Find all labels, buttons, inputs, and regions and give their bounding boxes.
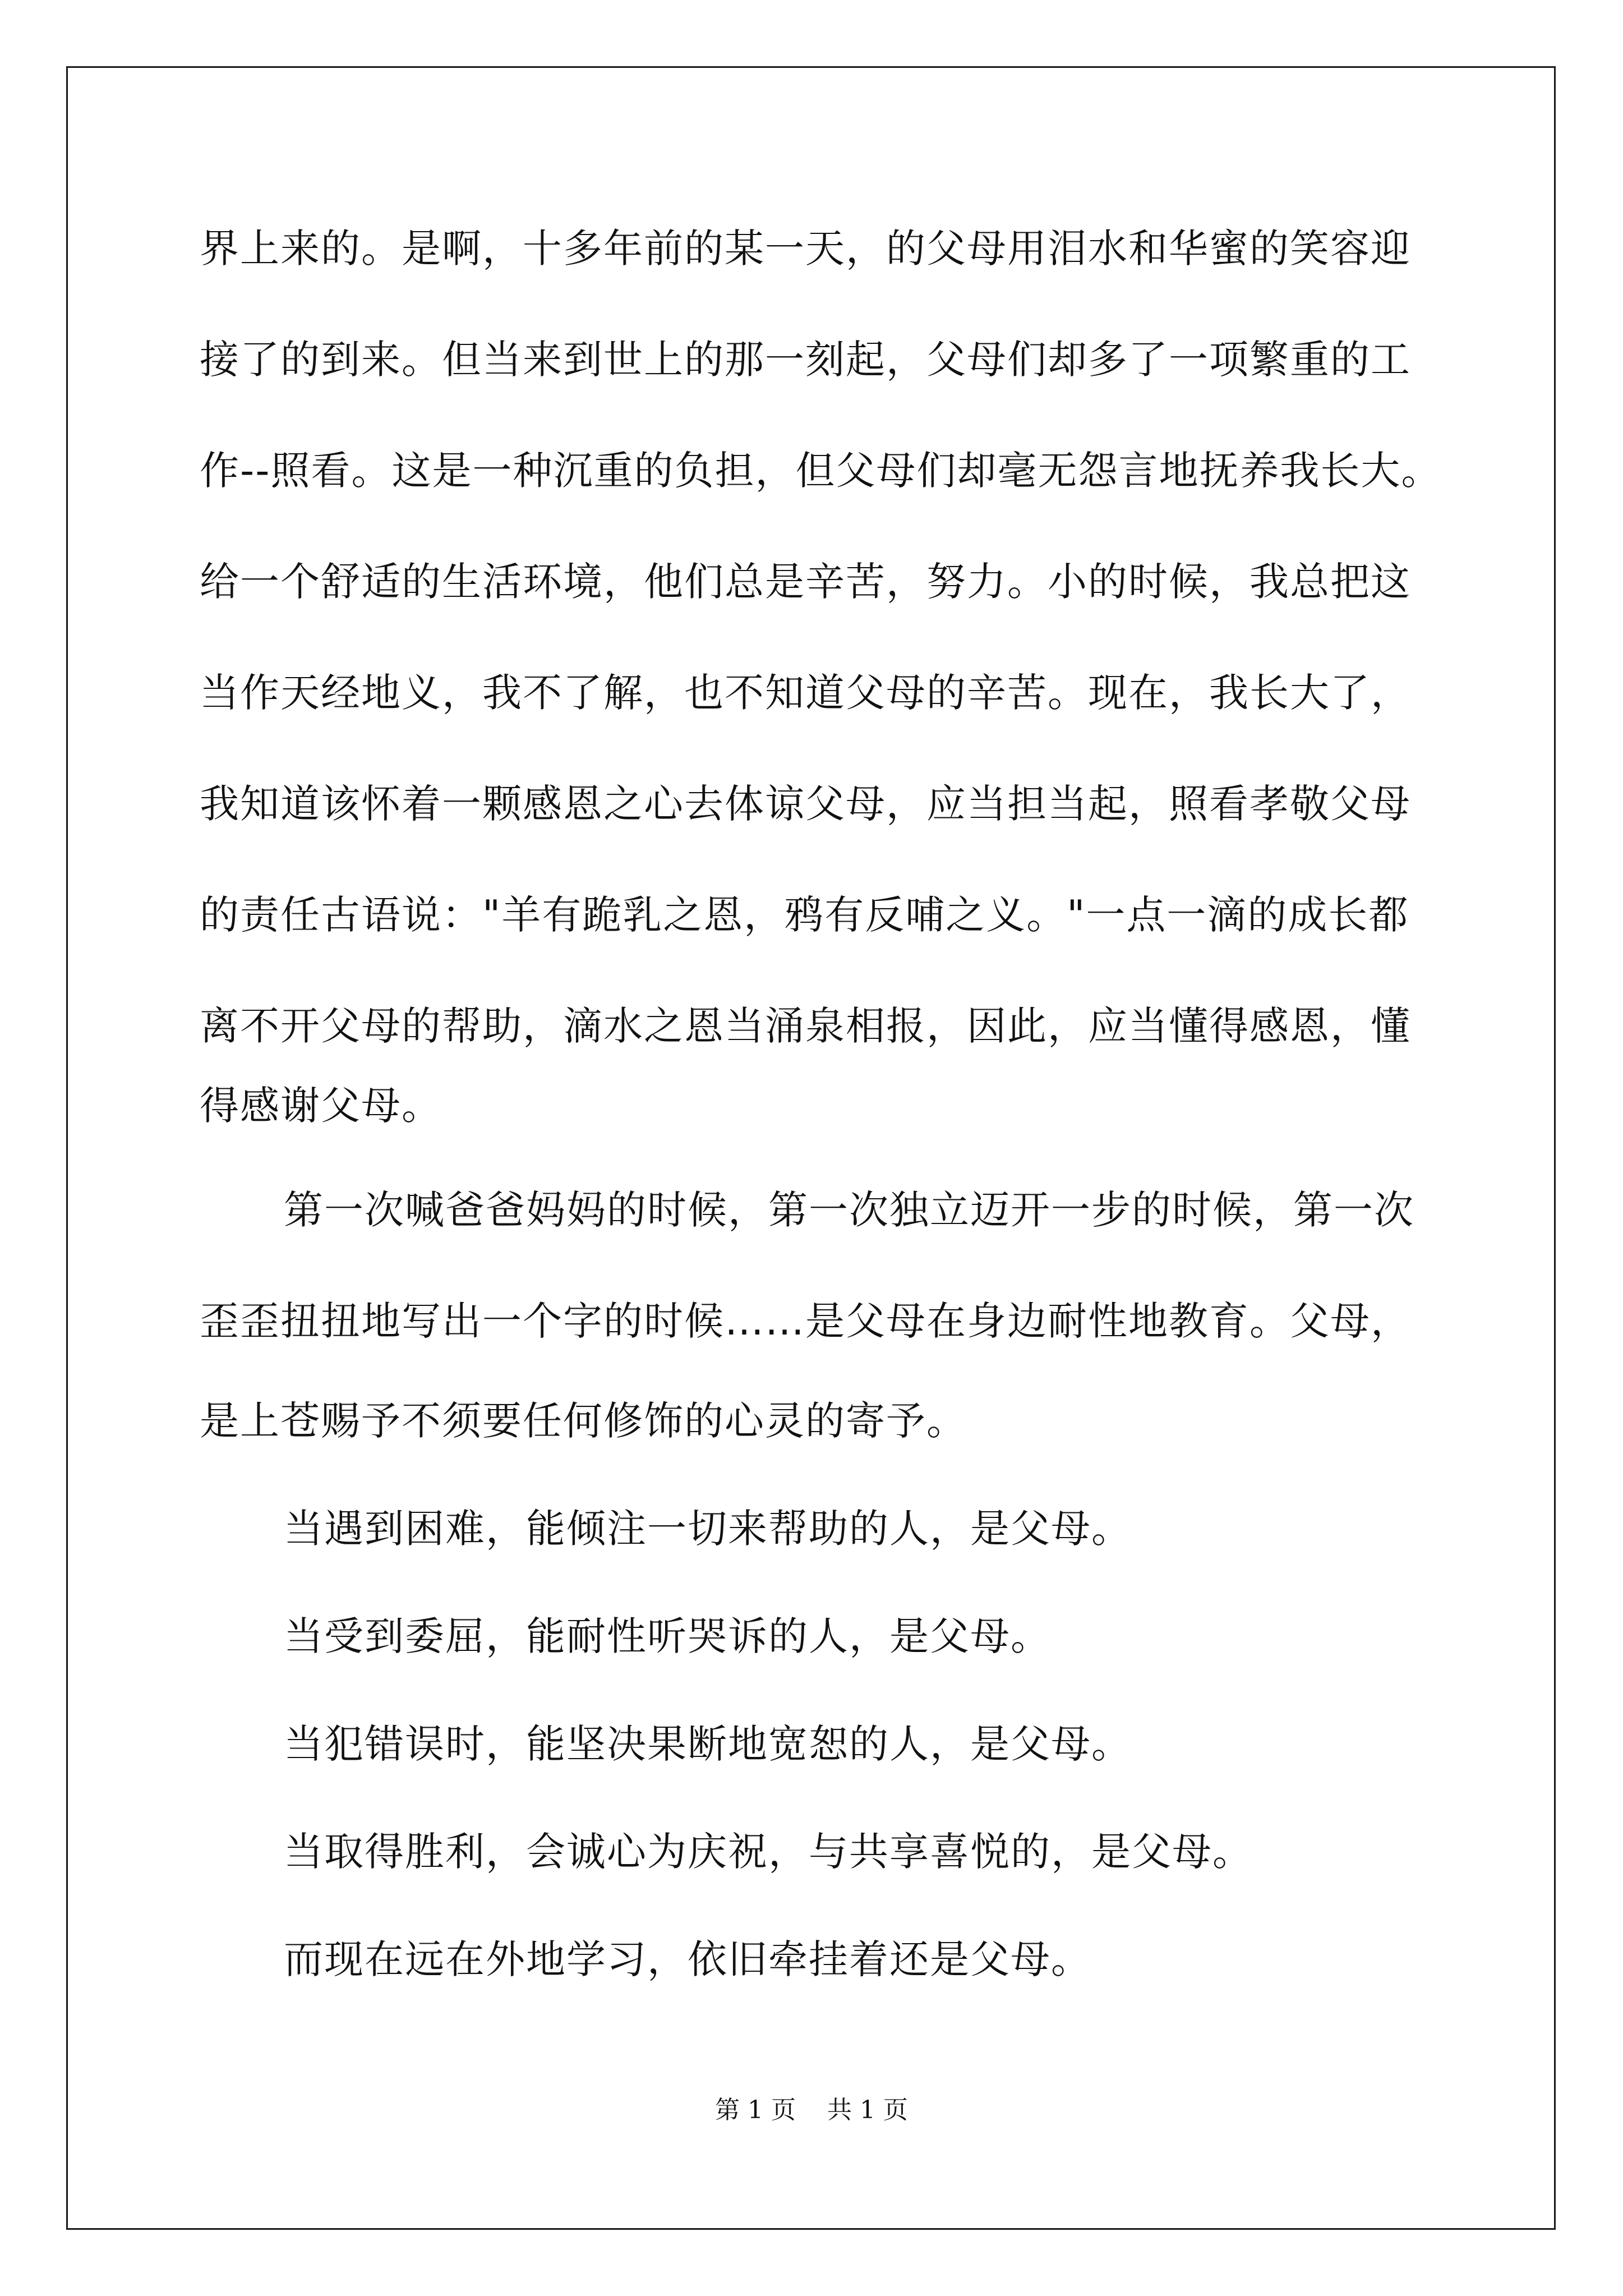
text-line: 歪歪扭扭地写出一个字的时候……是父母在身边耐性地教育。父母， xyxy=(200,1298,1411,1344)
text-line: 得感谢父母。 xyxy=(200,1083,442,1129)
text-line: 接了的到来。但当来到世上的那一刻起，父母们却多了一项繁重的工 xyxy=(200,337,1411,383)
paragraph-first-line: 第一次喊爸爸妈妈的时候，第一次独立迈开一步的时候，第一次 xyxy=(284,1187,1414,1233)
text-line: 当作天经地义，我不了解，也不知道父母的辛苦。现在，我长大了， xyxy=(200,670,1411,716)
paragraph-line: 而现在远在外地学习，依旧牵挂着还是父母。 xyxy=(284,1936,1091,1982)
text-line: 我知道该怀着一颗感恩之心去体谅父母，应当担当起，照看孝敬父母 xyxy=(200,781,1411,827)
page-border xyxy=(66,66,1556,2230)
paragraph-line: 当受到委屈，能耐性听哭诉的人，是父母。 xyxy=(284,1613,1051,1659)
paragraph-line: 当取得胜利，会诚心为庆祝，与共享喜悦的，是父母。 xyxy=(284,1829,1253,1875)
text-line: 离不开父母的帮助，滴水之恩当涌泉相报，因此，应当懂得感恩，懂 xyxy=(200,1003,1411,1049)
page-footer: 第 1 页 共 1 页 xyxy=(715,2096,908,2124)
paragraph-line: 当犯错误时，能坚决果断地宽恕的人，是父母。 xyxy=(284,1721,1132,1767)
text-line: 界上来的。是啊，十多年前的某一天，的父母用泪水和华蜜的笑容迎 xyxy=(200,226,1411,272)
text-line: 作--照看。这是一种沉重的负担，但父母们却毫无怨言地抚养我长大。 xyxy=(200,448,1442,494)
paragraph-line: 当遇到困难，能倾注一切来帮助的人，是父母。 xyxy=(284,1506,1132,1552)
text-line: 是上苍赐予不须要任何修饰的心灵的寄予。 xyxy=(200,1398,967,1444)
text-line: 给一个舒适的生活环境，他们总是辛苦，努力。小的时候，我总把这 xyxy=(200,559,1411,605)
text-line: 的责任古语说："羊有跪乳之恩，鸦有反哺之义。"一点一滴的成长都 xyxy=(200,892,1409,938)
